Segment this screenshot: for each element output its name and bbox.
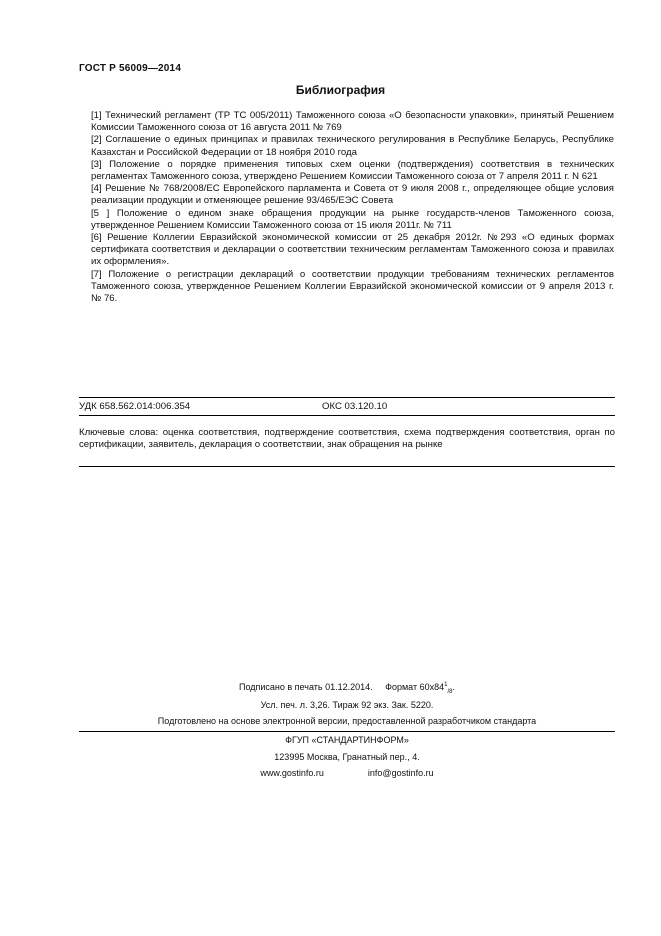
divider-bottom (79, 731, 615, 732)
divider-top (79, 397, 615, 398)
prepared-note: Подготовлено на основе электронной версии, предоставленной разработчиком стандарта (157, 716, 537, 726)
udk-code: УДК 658.562.014:006.354 (79, 401, 191, 412)
bibliography-item: [3] Положение о порядке применения типовых схем оценки (подтверждения) соответствия в технических регламентах Таможенного союза, утверждено Решением Комиссии Таможенного союза от 7 апреля 2011 г. N 621 (91, 158, 614, 183)
bibliography-item: [5 ] Положение о едином знаке обращения продукции на рынке государств-членов Таможенного союза, утвержденное Решением Комиссии Таможенного союза от 15 июля 2011г. № 711 (91, 207, 614, 231)
publisher-contacts (79, 768, 615, 778)
website-link[interactable]: www.gostinfo.ru (260, 768, 324, 778)
print-info: Усл. печ. л. 3,26. Тираж 92 экз. Зак. 5220. (260, 700, 434, 710)
publisher-name: ФГУП «СТАНДАРТИНФОРМ» (285, 735, 409, 745)
bibliography-title: Библиография (295, 83, 386, 97)
divider-keywords (79, 466, 615, 467)
email-link[interactable]: info@gostinfo.ru (367, 768, 434, 778)
imprint-signed-line (79, 682, 615, 695)
bibliography-item: [1] Технический регламент (ТР ТС 005/2011) Таможенного союза «О безопасности упаковки», принятый Решением Комиссии Таможенного союза от 16 августа 2011 № 769 (91, 110, 614, 134)
bibliography-item: [2] Соглашение о единых принципах и правилах технического регулирования в Республике Беларусь, Республике Казахстан и Российской Федерации от 18 ноября 2010 года (91, 134, 614, 158)
signed-date: Подписано в печать 01.12.2014. (238, 682, 373, 692)
bibliography-item: [4] Решение № 768/2008/ЕС Европейского парламента и Совета от 9 июля 2008 г., определяющее общие условия реализации продукции и отменяющее решение 93/465/ЕЭС Совета (91, 183, 614, 207)
divider-middle (79, 415, 615, 416)
publisher-address: 123995 Москва, Гранатный пер., 4. (274, 752, 420, 762)
bibliography-item: [7] Положение о регистрации деклараций о соответствии продукции требованиям технических регламентов Таможенного союза, утвержденное Решением Коллегии Евразийской экономической комиссии от 9 апреля 2013 г. № 76. (91, 268, 614, 305)
keywords-paragraph: Ключевые слова: оценка соответствия, подтверждение соответствия, схема подтверждения соответствия, орган по сертификации, заявитель, декларация о соответствии, знак обращения на рынке (79, 427, 615, 451)
bibliography-list (91, 110, 614, 305)
paper-format: Формат $60x84^1_{/8}$. (385, 682, 455, 695)
oks-code: ОКС 03.120.10 (322, 401, 388, 412)
bibliography-item: [6] Решение Коллегии Евразийской экономической комиссии от 25 декабря 2012г. №293 «О единых формах сертификата соответствия и декларации о соответствии техническим регламентам Таможенного союза и правилах их оформления». (91, 232, 614, 268)
document-header: ГОСТ Р 56009—2014 (79, 63, 182, 74)
